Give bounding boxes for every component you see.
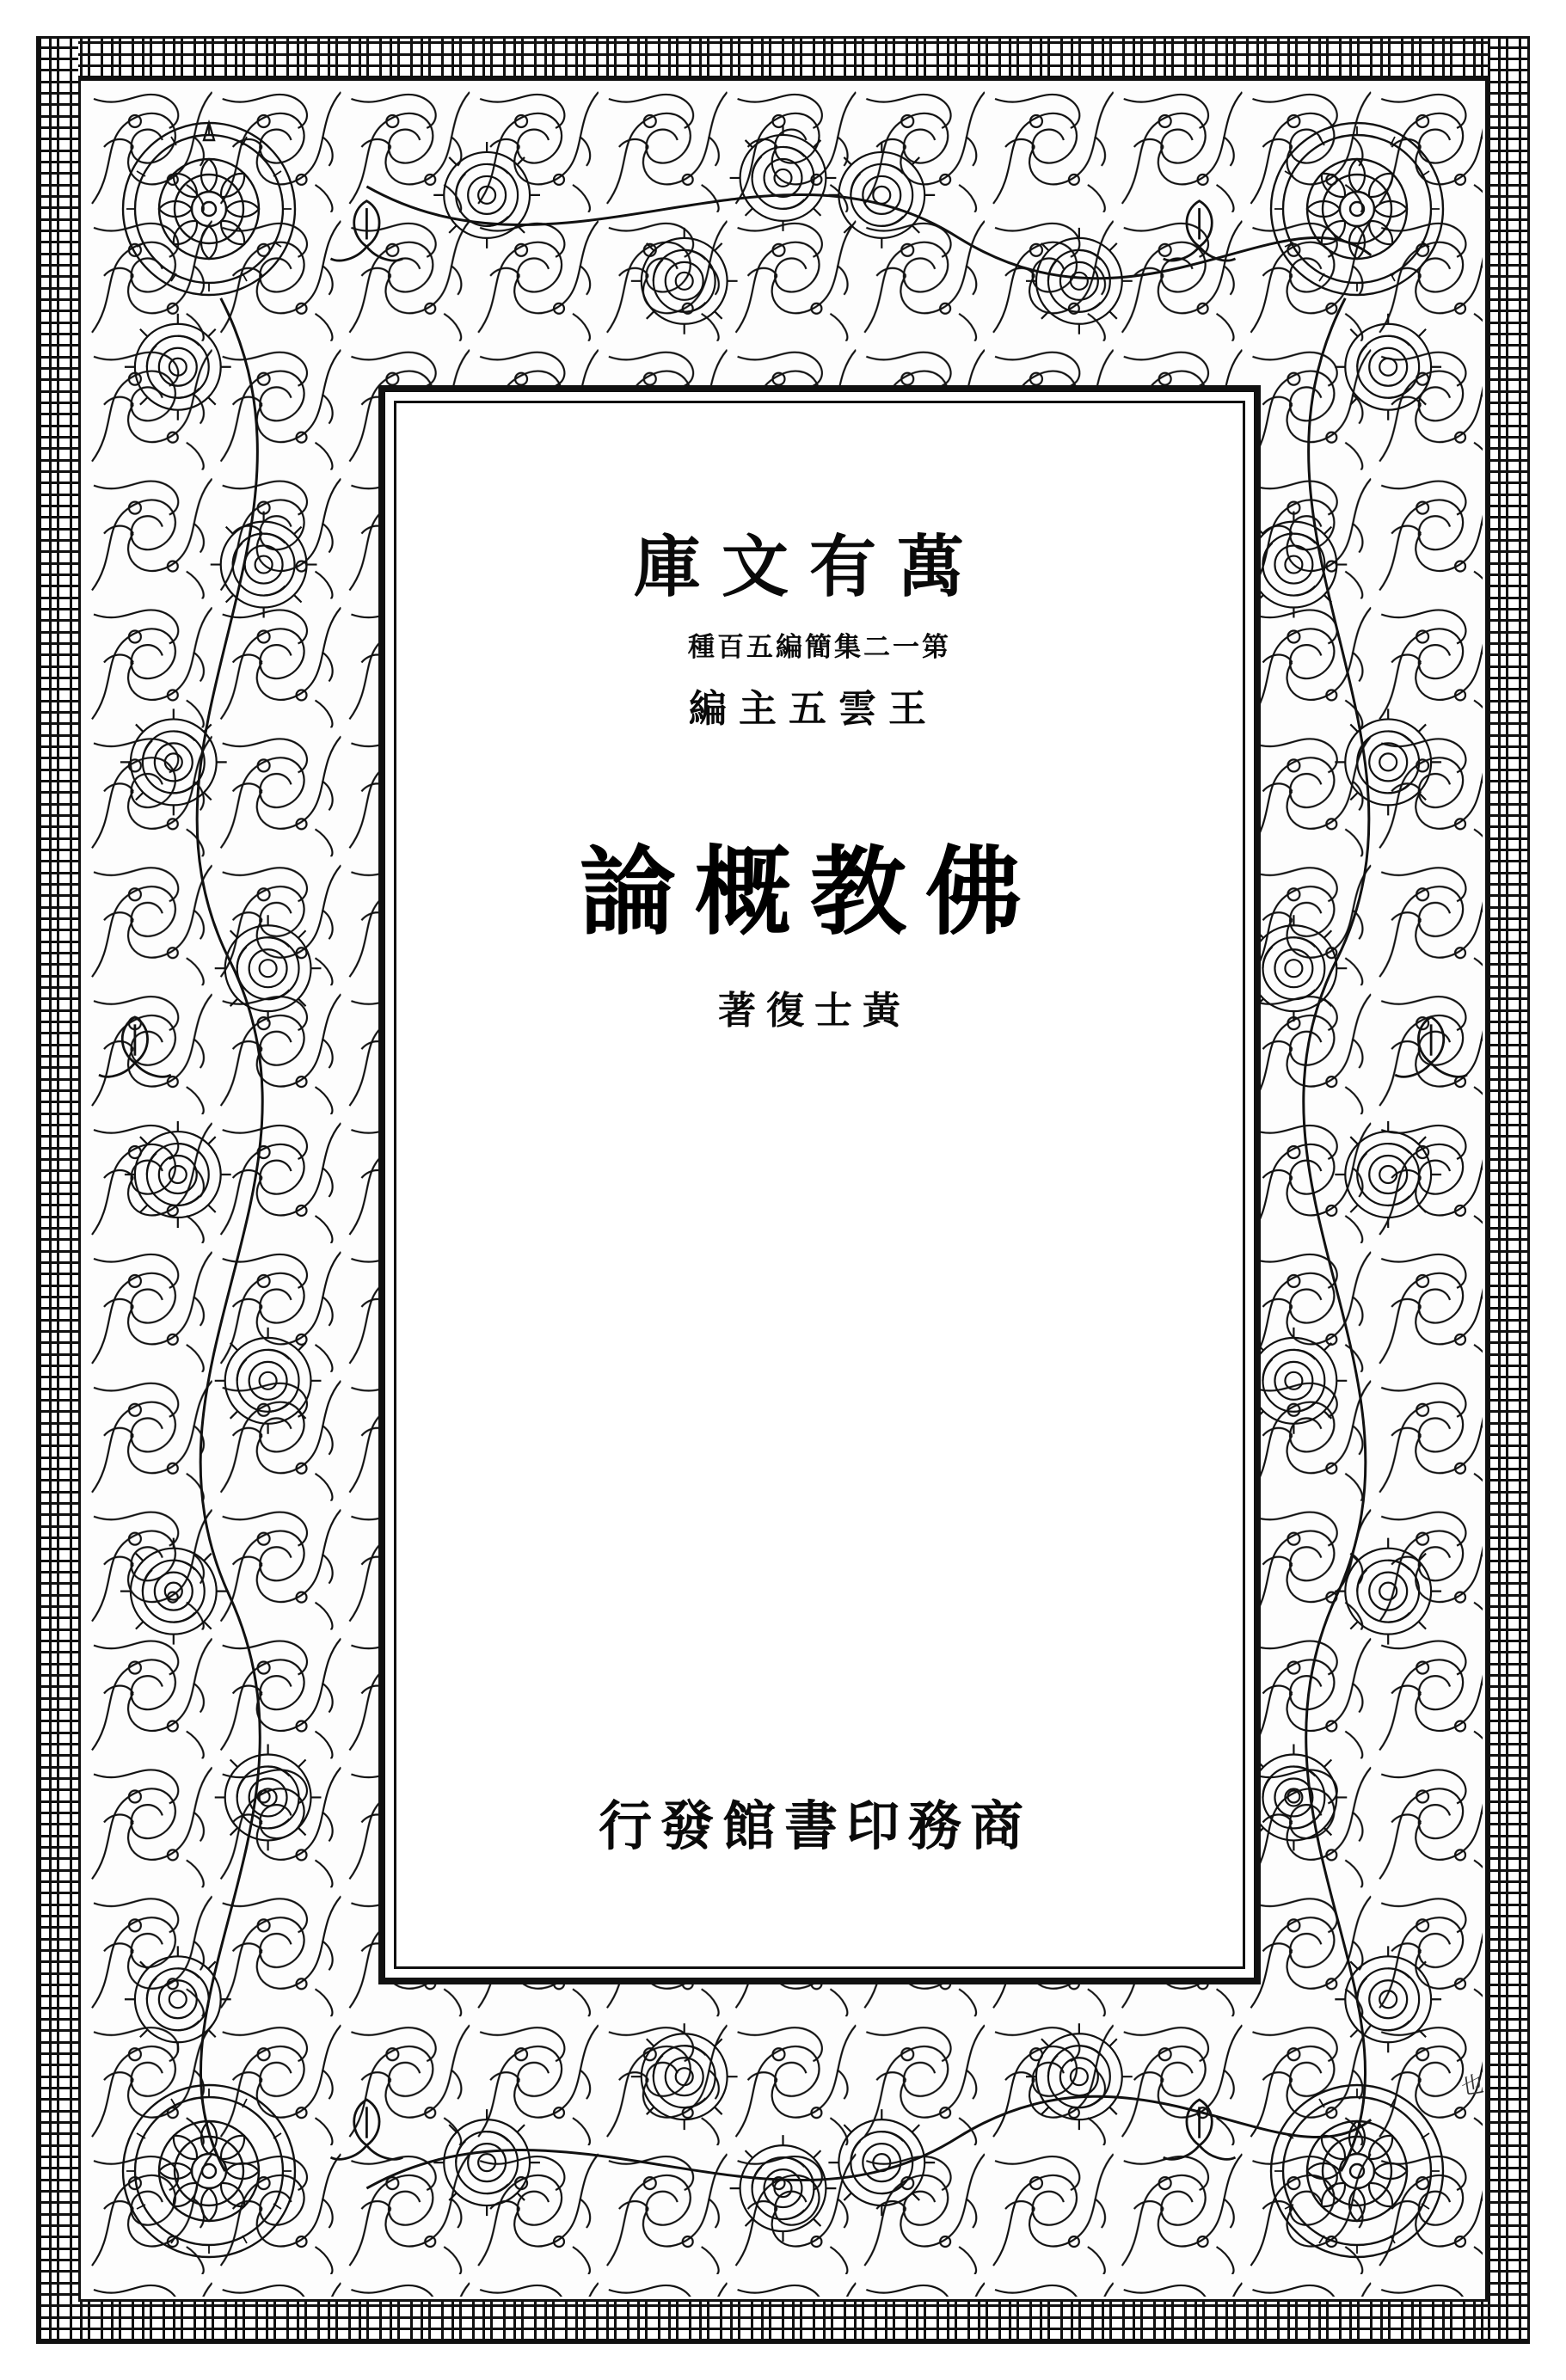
editor-credit: 王雲五主編 [689, 687, 938, 731]
series-subtitle: 第一二集簡編五百種 [688, 632, 951, 663]
fret-band-top [39, 39, 1527, 78]
lotus-rosette-icon-bottom-right [1266, 2080, 1448, 2262]
book-title: 佛教概論 [580, 836, 1041, 948]
publisher-imprint: 商務印書館發行 [598, 1794, 1032, 1857]
fret-band-bottom [39, 2302, 1527, 2341]
margin-ink-mark: 也 [1459, 2071, 1486, 2101]
lotus-rosette-icon-top-left [118, 118, 300, 300]
fret-band-left [39, 39, 78, 2341]
lotus-rosette-icon-bottom-left [118, 2080, 300, 2262]
author-credit: 黃士復著 [718, 989, 911, 1033]
title-panel-inner-rule [394, 401, 1245, 1969]
title-panel-content [396, 403, 1243, 1966]
title-panel [378, 385, 1261, 1984]
fret-band-right [1488, 39, 1527, 2341]
lotus-rosette-icon-top-right [1266, 118, 1448, 300]
series-title: 萬有文庫 [633, 528, 985, 606]
